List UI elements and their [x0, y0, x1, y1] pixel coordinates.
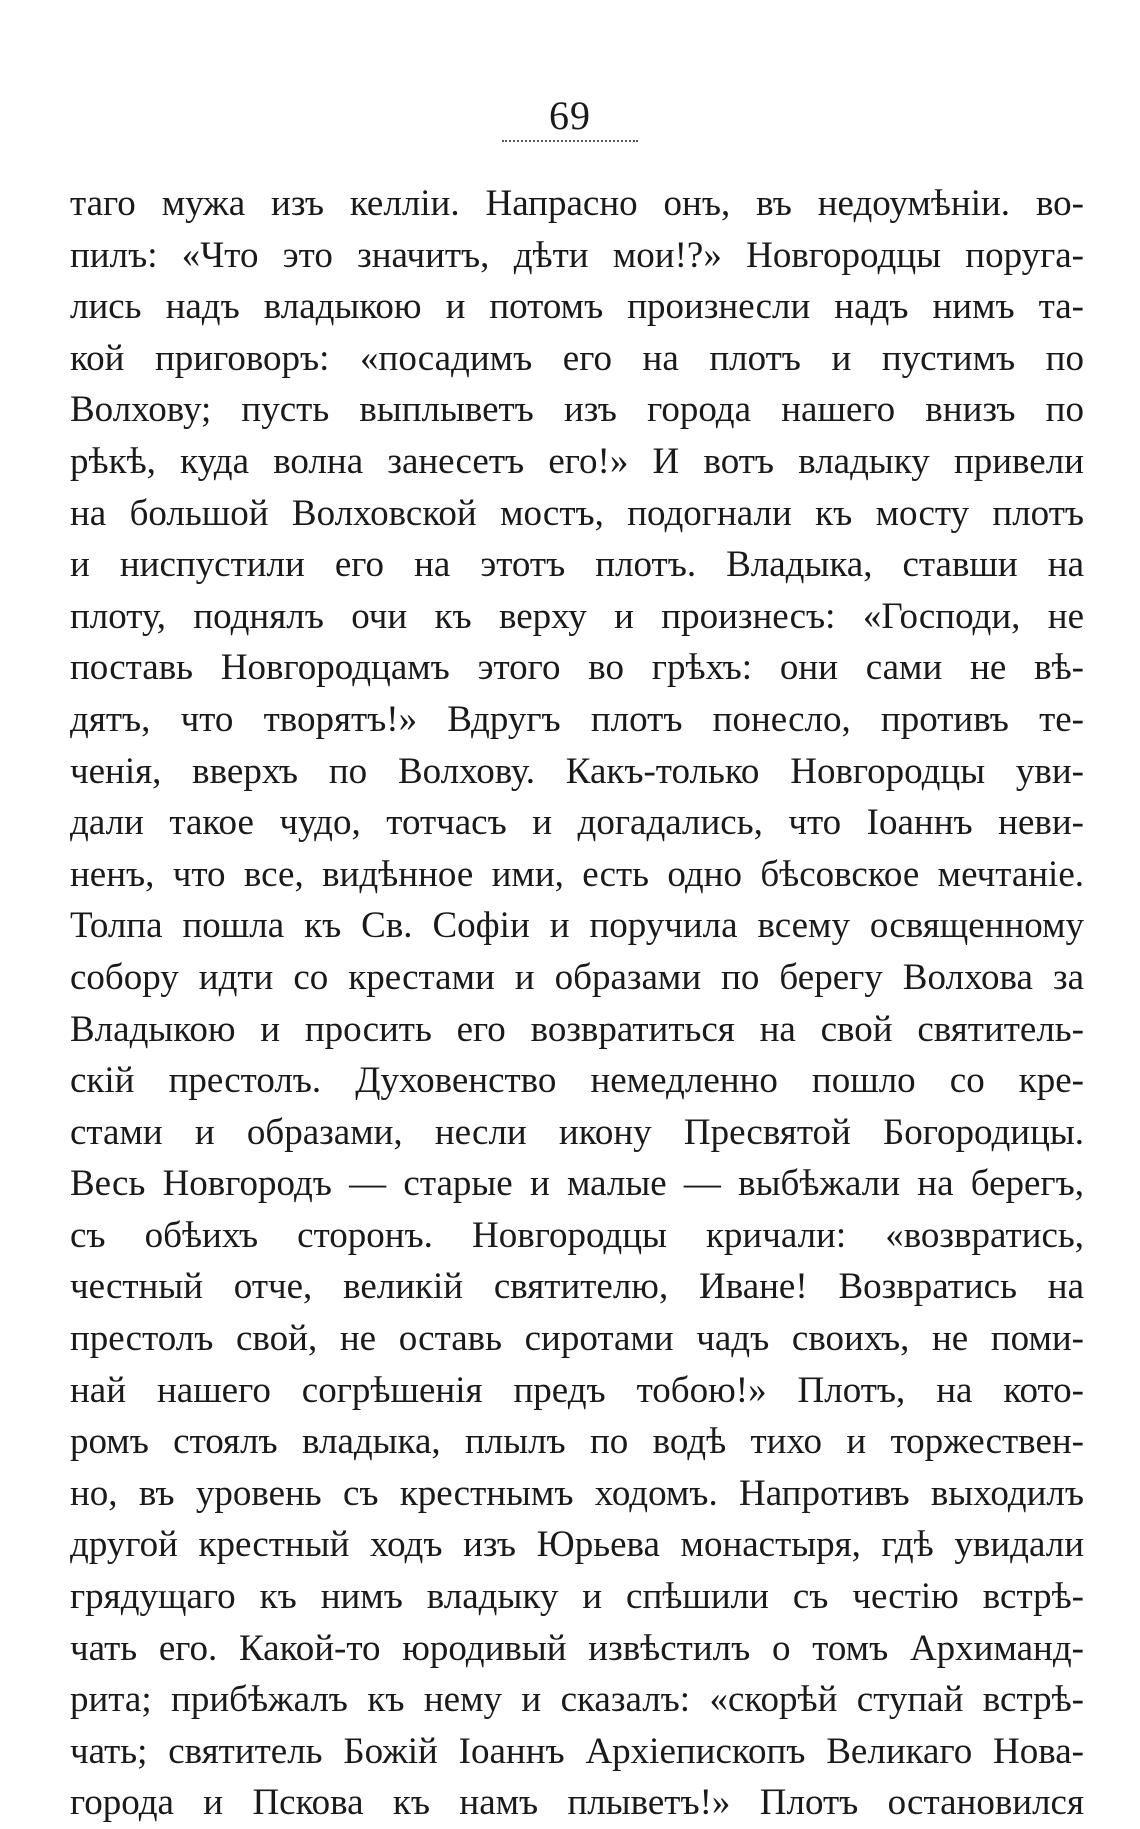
text-line: Волхову; пусть выплыветъ изъ города нашего внизъ по [70, 389, 1084, 431]
text-line: на большой Волховской мостъ, подогнали къ мосту плотъ [70, 492, 1084, 534]
text-line: собору идти со крестами и образами по берегу Волхова за [70, 956, 1084, 998]
page-number: 69 [549, 93, 591, 138]
text-line: най нашего согрѣшенія предъ тобою!» Плотъ, на кото- [70, 1369, 1084, 1411]
text-line: лись надъ владыкою и потомъ произнесли надъ нимъ та- [70, 286, 1084, 328]
text-line: Весь Новгородъ — старые и малые — выбѣжали на берегъ, [70, 1163, 1084, 1205]
text-line: дали такое чудо, тотчасъ и догадались, что Іоаннъ неви- [70, 802, 1084, 844]
text-line: Владыкою и просить его возвратиться на свой святитель- [70, 1008, 1084, 1050]
text-line: грядущаго къ нимъ владыку и спѣшили съ честію встрѣ- [70, 1576, 1084, 1618]
text-line: поставь Новгородцамъ этого во грѣхъ: они сами не вѣ- [70, 647, 1084, 689]
text-line: рѣкѣ, куда волна занесетъ его!» И вотъ владыку привели [70, 440, 1084, 482]
text-line: скій престолъ. Духовенство немедленно пошло со кре- [70, 1060, 1084, 1102]
text-line: другой крестный ходъ изъ Юрьева монастыря, гдѣ увидали [70, 1524, 1084, 1566]
text-line: дятъ, что творятъ!» Вдругъ плотъ понесло, противъ те- [70, 698, 1084, 740]
text-line: таго мужа изъ келліи. Напрасно онъ, въ недоумѣніи. во- [70, 183, 1084, 224]
body-text [70, 178, 1084, 1829]
text-line: честный отче, великій святителю, Иване! Возвратись на [70, 1266, 1084, 1308]
text-line: съ обѣихъ сторонъ. Новгородцы кричали: «возвратись, [70, 1214, 1084, 1256]
text-line: Толпа пошла къ Св. Софіи и поручила всему освященному [70, 905, 1084, 947]
text-line: ненъ, что все, видѣнное ими, есть одно бѣсовское мечтаніе. [70, 853, 1084, 895]
text-line: кой приговоръ: «посадимъ его на плотъ и пустимъ по [70, 337, 1084, 379]
header-rule [502, 140, 638, 142]
text-line: стами и образами, несли икону Пресвятой Богородицы. [70, 1111, 1084, 1153]
text-line: ромъ стоялъ владыка, плылъ по водѣ тихо и торжествен- [70, 1421, 1084, 1463]
text-line: чать его. Какой-то юродивый извѣстилъ о томъ Архиманд- [70, 1627, 1084, 1669]
text-line: пилъ: «Что это значитъ, дѣти мои!?» Новгородцы поруга- [70, 234, 1084, 276]
text-line: и ниспустили его на этотъ плотъ. Владыка, ставши на [70, 544, 1084, 586]
text-line: но, въ уровень съ крестнымъ ходомъ. Напротивъ выходилъ [70, 1472, 1084, 1514]
text-line: чать; святитель Божій Іоаннъ Архіепископъ Великаго Нова- [70, 1730, 1084, 1772]
text-line: рита; прибѣжалъ къ нему и сказалъ: «скорѣй ступай встрѣ- [70, 1679, 1084, 1721]
text-line: ченія, вверхъ по Волхову. Какъ-только Новгородцы уви- [70, 750, 1084, 792]
text-line: престолъ свой, не оставь сиротами чадъ своихъ, не поми- [70, 1318, 1084, 1360]
text-line: плоту, поднялъ очи къ верху и произнесъ: «Господи, не [70, 595, 1084, 637]
text-line: города и Пскова къ намъ плыветъ!» Плотъ остановился [70, 1782, 1084, 1824]
